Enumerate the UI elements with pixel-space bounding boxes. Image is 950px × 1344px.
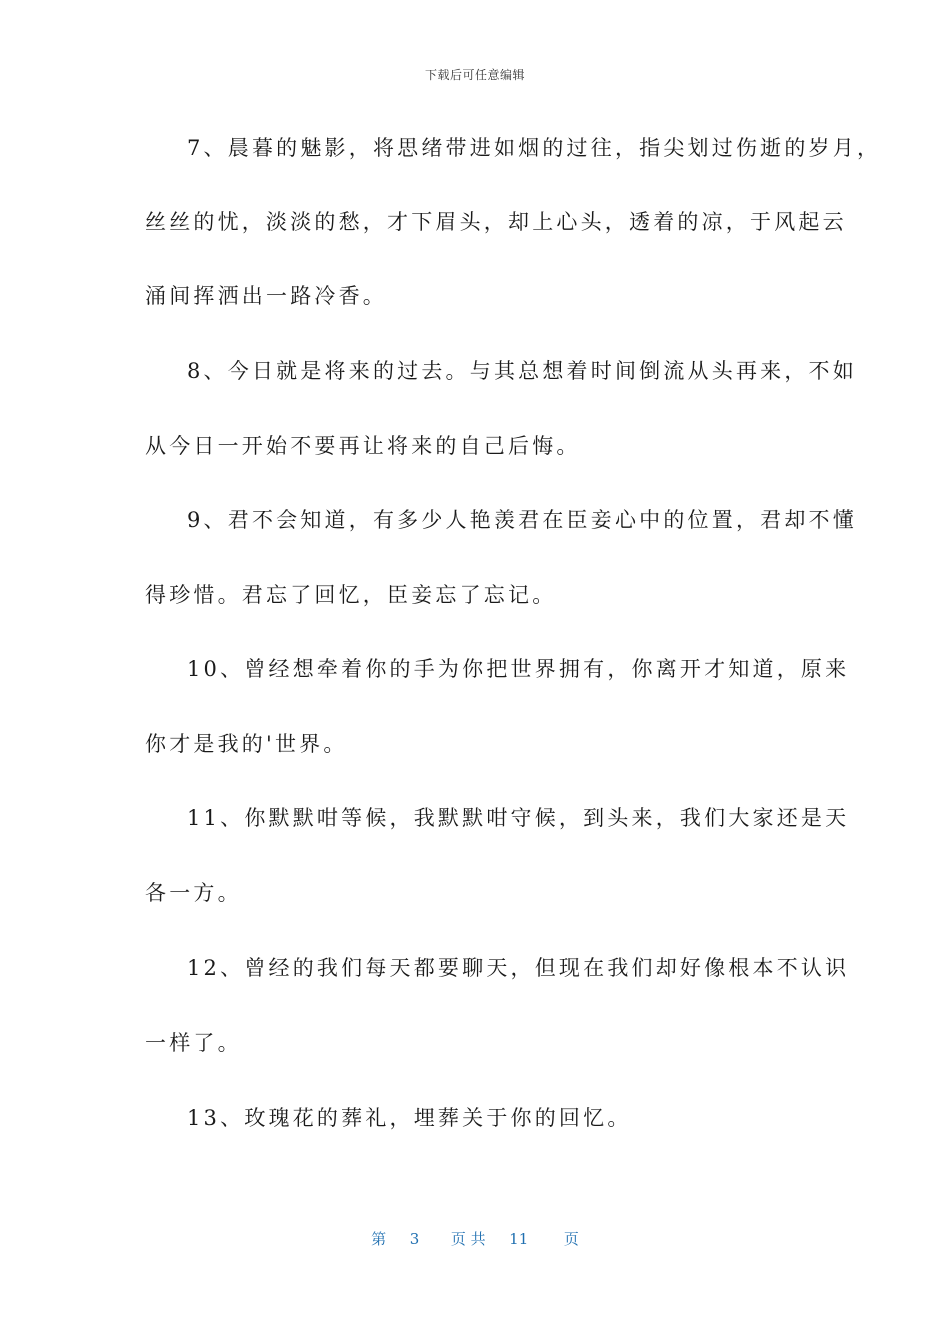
paragraph-12-line-2: 一样了。: [145, 1031, 242, 1055]
footer-suffix: 页: [563, 1230, 579, 1248]
paragraph-7-line-3: 涌间挥洒出一路冷香。: [145, 284, 387, 308]
paragraph-13-line-1: 13、玫瑰花的葬礼，埋葬关于你的回忆。: [187, 1106, 632, 1130]
paragraph-10-line-1: 10、曾经想牵着你的手为你把世界拥有，你离开才知道，原来: [187, 657, 850, 681]
paragraph-11-line-1: 11、你默默咁等候，我默默咁守候，到头来，我们大家还是天: [187, 806, 850, 830]
page-header: 下载后可任意编辑: [424, 68, 525, 82]
paragraph-11-line-2: 各一方。: [145, 881, 242, 905]
paragraph-9-line-1: 9、君不会知道，有多少人艳羡君在臣妾心中的位置，君却不懂: [187, 508, 857, 532]
paragraph-8-line-1: 8、今日就是将来的过去。与其总想着时间倒流从头再来，不如: [187, 359, 857, 383]
paragraph-8-line-2: 从今日一开始不要再让将来的自己后悔。: [145, 434, 581, 458]
page-footer: [0, 1228, 950, 1249]
paragraph-7-line-2: 丝丝的忧，淡淡的愁，才下眉头，却上心头，透着的凉，于风起云: [145, 210, 847, 234]
paragraph-9-line-2: 得珍惜。君忘了回忆，臣妾忘了忘记。: [145, 583, 557, 607]
footer-total-pages: 11: [509, 1230, 529, 1248]
paragraph-10-line-2: 你才是我的'世界。: [145, 732, 348, 756]
footer-prefix: 第: [371, 1230, 387, 1248]
footer-middle: 页 共: [450, 1230, 486, 1248]
paragraph-7-line-1: 7、晨暮的魅影，将思绪带进如烟的过往，指尖划过伤逝的岁月，: [187, 136, 882, 160]
paragraph-12-line-1: 12、曾经的我们每天都要聊天，但现在我们却好像根本不认识: [187, 956, 850, 980]
footer-current-page: 3: [409, 1230, 420, 1248]
